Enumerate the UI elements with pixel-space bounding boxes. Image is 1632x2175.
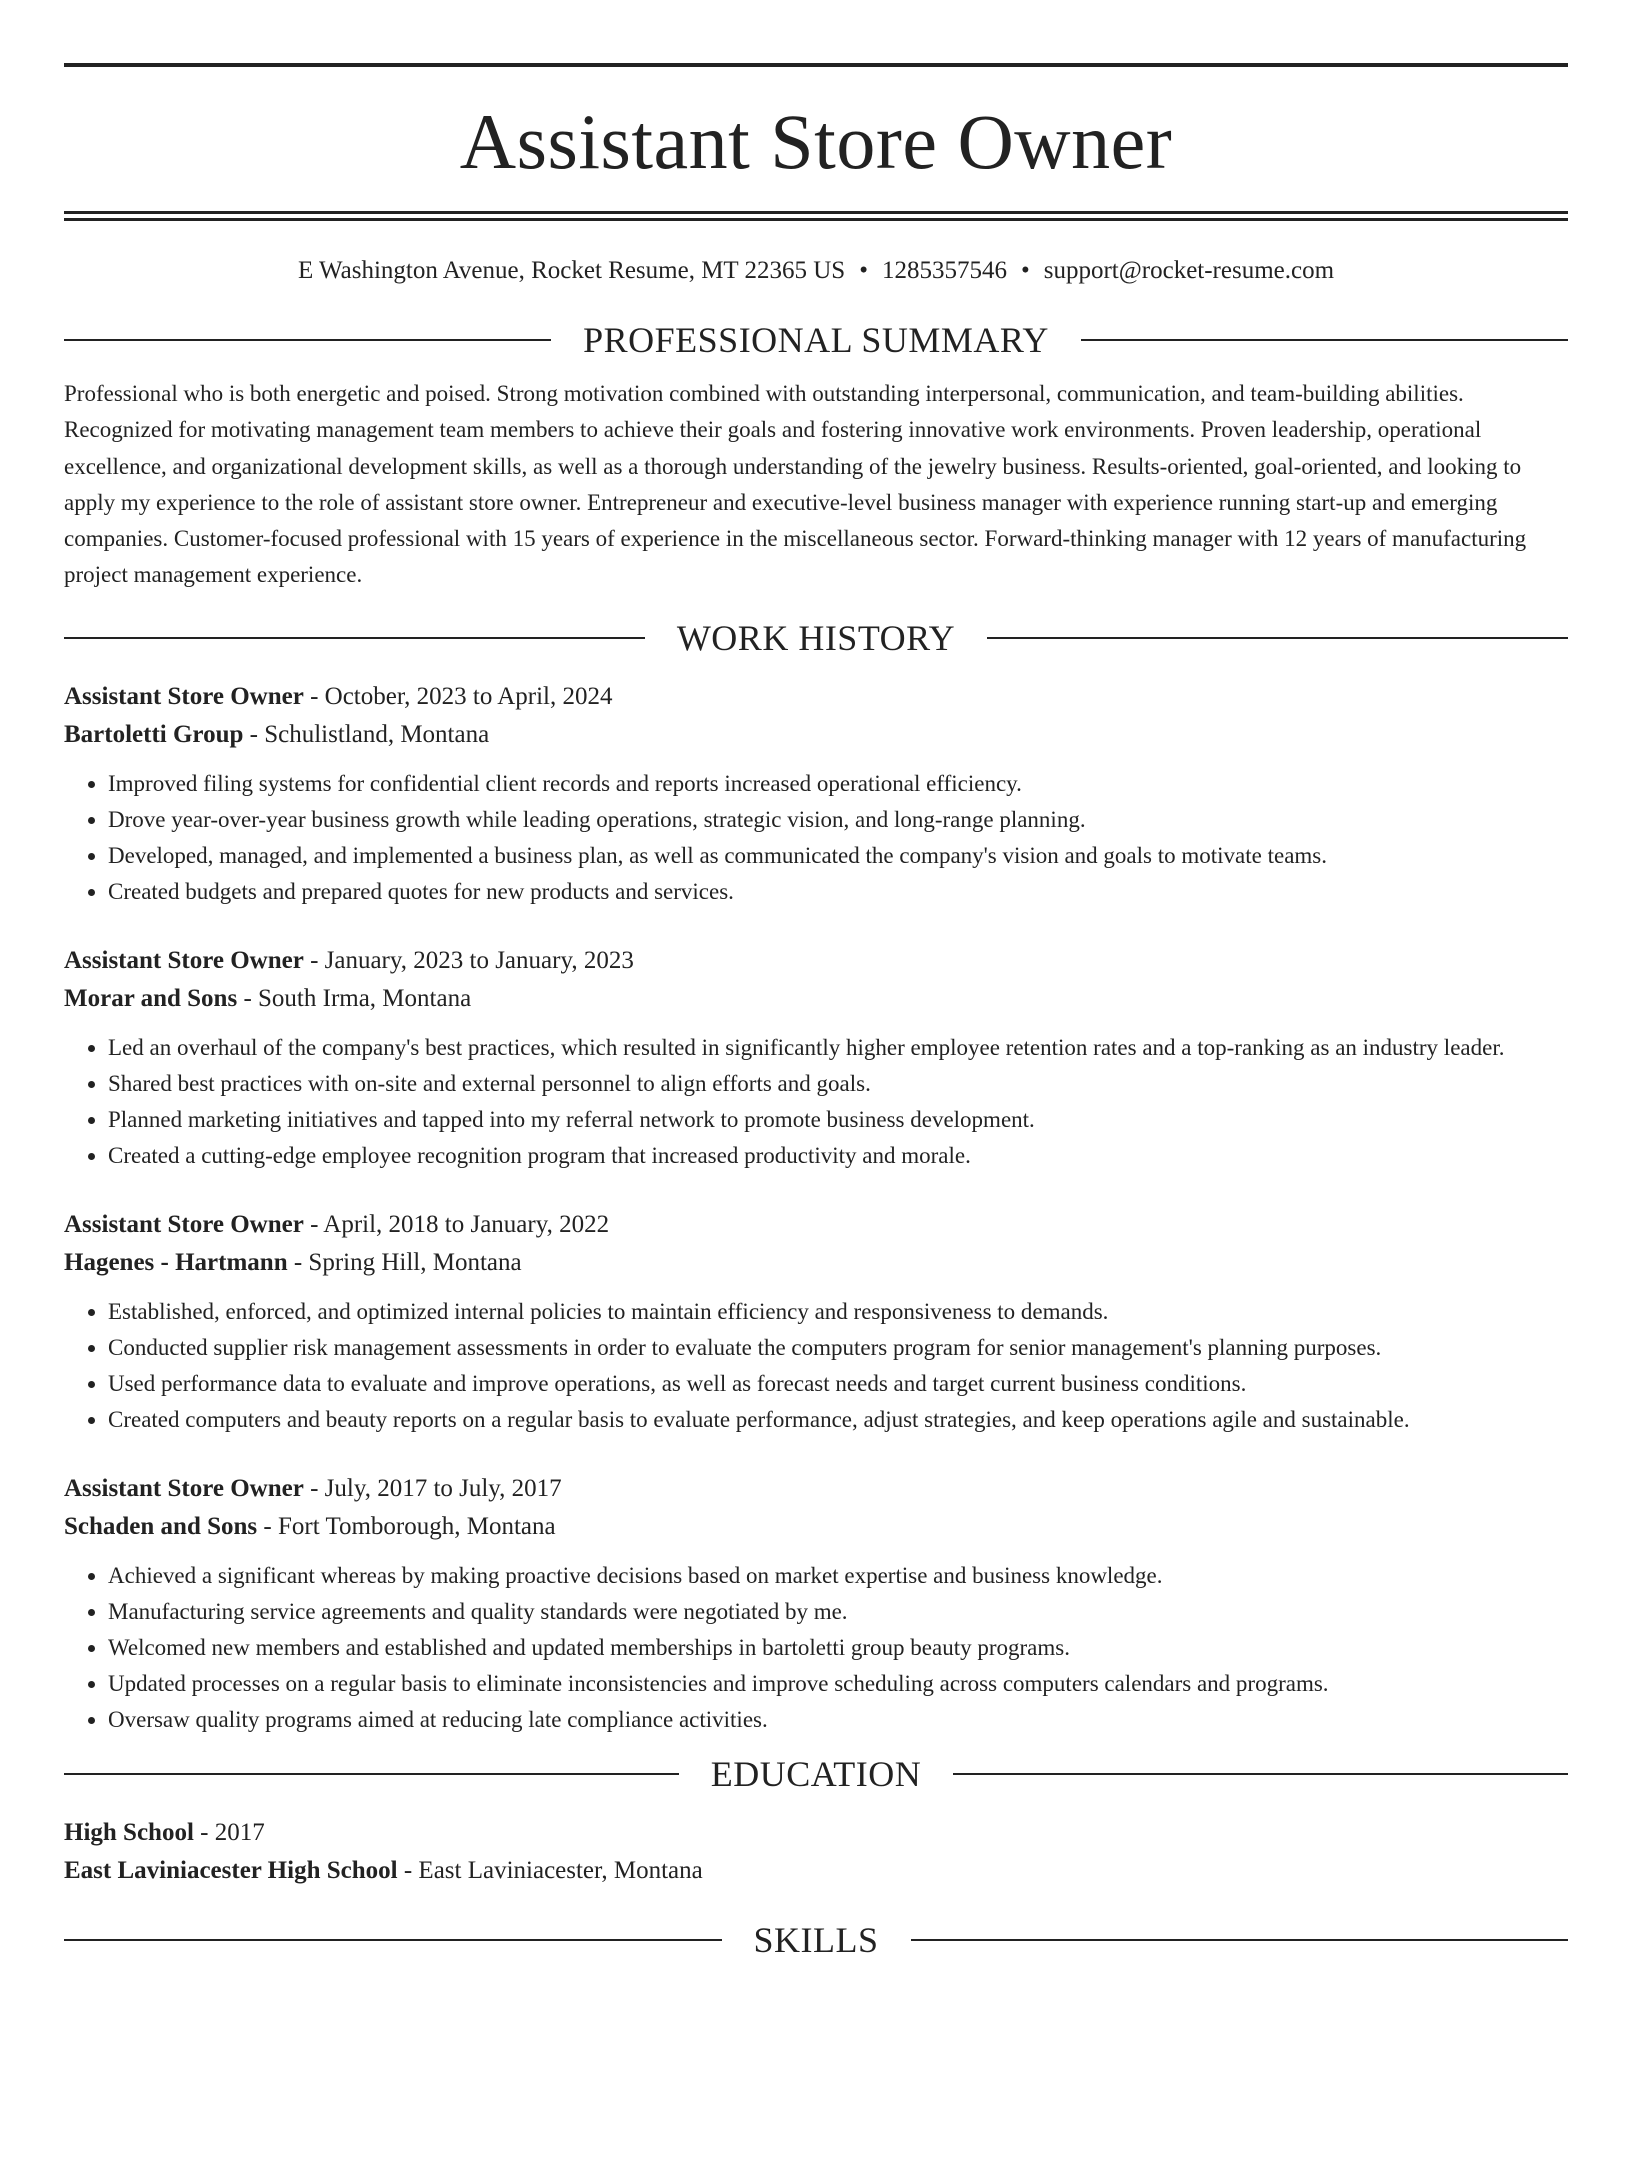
job-company: Morar and Sons <box>64 984 238 1012</box>
education-year: - 2017 <box>193 1818 265 1846</box>
job-title-line <box>64 678 1568 716</box>
job-title-line <box>64 942 1568 980</box>
education-degree: High School <box>64 1818 194 1846</box>
section-header-skills <box>64 1918 1568 1962</box>
job-dates: - January, 2023 to January, 2023 <box>303 946 634 974</box>
job-title-line <box>64 1470 1568 1508</box>
list-item: • Planned marketing initiatives and tapped into my referral network to promote business development. <box>108 1102 1568 1138</box>
job-dates: - October, 2023 to April, 2024 <box>303 682 613 710</box>
job-title-line <box>64 1206 1568 1244</box>
list-item: • Updated processes on a regular basis to eliminate inconsistencies and improve scheduling across computers calendars and programs. <box>108 1666 1568 1702</box>
job-entry <box>64 942 1568 1174</box>
education-entry <box>64 1814 1568 1890</box>
list-item: • Used performance data to evaluate and improve operations, as well as forecast needs and target current business conditions. <box>108 1366 1568 1402</box>
job-dates: - July, 2017 to July, 2017 <box>303 1474 562 1502</box>
education-school: East Laviniacester High School <box>64 1856 398 1884</box>
divider-line <box>911 1939 1569 1941</box>
job-location: - Spring Hill, Montana <box>287 1248 522 1276</box>
summary-text: Professional who is both energetic and poised. Strong motivation combined with outstanding interpersonal, communication, and team-building abilities. Recognized for motivating management team members to achieve their goals and fostering innovative work environments. Proven leadership, operational excellence, and organizational development skills, as well as a thorough understanding of the jewelry business. Results-oriented, goal-oriented, and looking to apply my experience to the role of assistant store owner. Entrepreneur and executive-level business manager with experience running start-up and emerging companies. Customer-focused professional with 15 years of experience in the miscellaneous sector. Forward-thinking manager with 12 years of manufacturing project management experience. <box>64 381 1527 588</box>
list-item: • Created budgets and prepared quotes for new products and services. <box>108 874 1568 910</box>
contact-address: E Washington Avenue, Rocket Resume, MT 22365 US <box>297 257 846 284</box>
job-entry <box>64 1470 1568 1738</box>
section-header-education <box>64 1752 1568 1796</box>
resume-page <box>0 63 1632 2175</box>
job-location: - South Irma, Montana <box>237 984 472 1012</box>
job-bullets <box>64 1030 1568 1174</box>
list-item: • Oversaw quality programs aimed at reducing late compliance activities. <box>108 1702 1568 1738</box>
section-title: SKILLS <box>753 1919 879 1960</box>
job-dates: - April, 2018 to January, 2022 <box>303 1210 610 1238</box>
job-bullets <box>64 766 1568 910</box>
section-title: PROFESSIONAL SUMMARY <box>583 320 1049 360</box>
list-item: • Welcomed new members and established and updated memberships in bartoletti group beauty programs. <box>108 1630 1568 1666</box>
divider-line <box>1081 339 1568 341</box>
list-item: • Developed, managed, and implemented a business plan, as well as communicated the company's vision and goals to motivate teams. <box>108 838 1568 874</box>
job-bullets <box>64 1558 1568 1738</box>
job-location: - Fort Tomborough, Montana <box>257 1512 556 1540</box>
job-bullets <box>64 1294 1568 1438</box>
job-entry <box>64 1206 1568 1438</box>
contact-phone: 1285357546 <box>881 257 1007 284</box>
list-item: • Manufacturing service agreements and quality standards were negotiated by me. <box>108 1594 1568 1630</box>
list-item: • Created computers and beauty reports on a regular basis to evaluate performance, adjust strategies, and keep operations agile and sustainable. <box>108 1402 1568 1438</box>
job-company-line <box>64 1508 1568 1546</box>
section-header-work <box>64 616 1568 660</box>
list-item: • Created a cutting-edge employee recognition program that increased productivity and morale. <box>108 1138 1568 1174</box>
contact-separator: • <box>1020 257 1030 284</box>
job-company-line <box>64 716 1568 754</box>
job-role: Assistant Store Owner <box>64 1210 304 1238</box>
job-role: Assistant Store Owner <box>64 1474 304 1502</box>
contact-email: support@rocket-resume.com <box>1043 257 1335 284</box>
list-item: • Led an overhaul of the company's best practices, which resulted in significantly higher employee retention rates and a top-ranking as an industry leader. <box>108 1030 1568 1066</box>
title-double-rule <box>64 211 1568 221</box>
divider-line <box>64 1773 679 1775</box>
section-title: EDUCATION <box>710 1753 922 1794</box>
divider-line <box>64 637 645 639</box>
education-degree-line <box>64 1814 1568 1852</box>
section-header-summary <box>64 318 1568 362</box>
divider-line <box>64 339 551 341</box>
job-company-line <box>64 980 1568 1018</box>
contact-separator: • <box>859 257 868 284</box>
job-role: Assistant Store Owner <box>64 682 304 710</box>
education-location: - East Laviniacester, Montana <box>397 1856 703 1884</box>
section-title: WORK HISTORY <box>676 617 956 658</box>
list-item: • Drove year-over-year business growth while leading operations, strategic vision, and long-range planning. <box>108 802 1568 838</box>
list-item: • Achieved a significant whereas by making proactive decisions based on market expertise and business knowledge. <box>108 1558 1568 1594</box>
list-item: • Established, enforced, and optimized internal policies to maintain efficiency and responsiveness to demands. <box>108 1294 1568 1330</box>
job-entry <box>64 678 1568 910</box>
education-school-line <box>64 1852 1568 1890</box>
divider-line <box>987 637 1568 639</box>
job-role: Assistant Store Owner <box>64 946 304 974</box>
top-rule <box>64 63 1568 67</box>
resume-title: Assistant Store Owner <box>459 98 1173 185</box>
list-item: • Improved filing systems for confidential client records and reports increased operational efficiency. <box>108 766 1568 802</box>
divider-line <box>953 1773 1568 1775</box>
job-location: - Schulistland, Montana <box>243 720 490 748</box>
list-item: • Shared best practices with on-site and external personnel to align efforts and goals. <box>108 1066 1568 1102</box>
job-company: Bartoletti Group <box>64 720 244 748</box>
divider-line <box>64 1939 722 1941</box>
job-company-line <box>64 1244 1568 1282</box>
contact-line <box>64 254 1568 288</box>
list-item: • Conducted supplier risk management assessments in order to evaluate the computers program for senior management's planning purposes. <box>108 1330 1568 1366</box>
job-company: Schaden and Sons <box>64 1512 258 1540</box>
job-company: Hagenes - Hartmann <box>64 1248 288 1276</box>
